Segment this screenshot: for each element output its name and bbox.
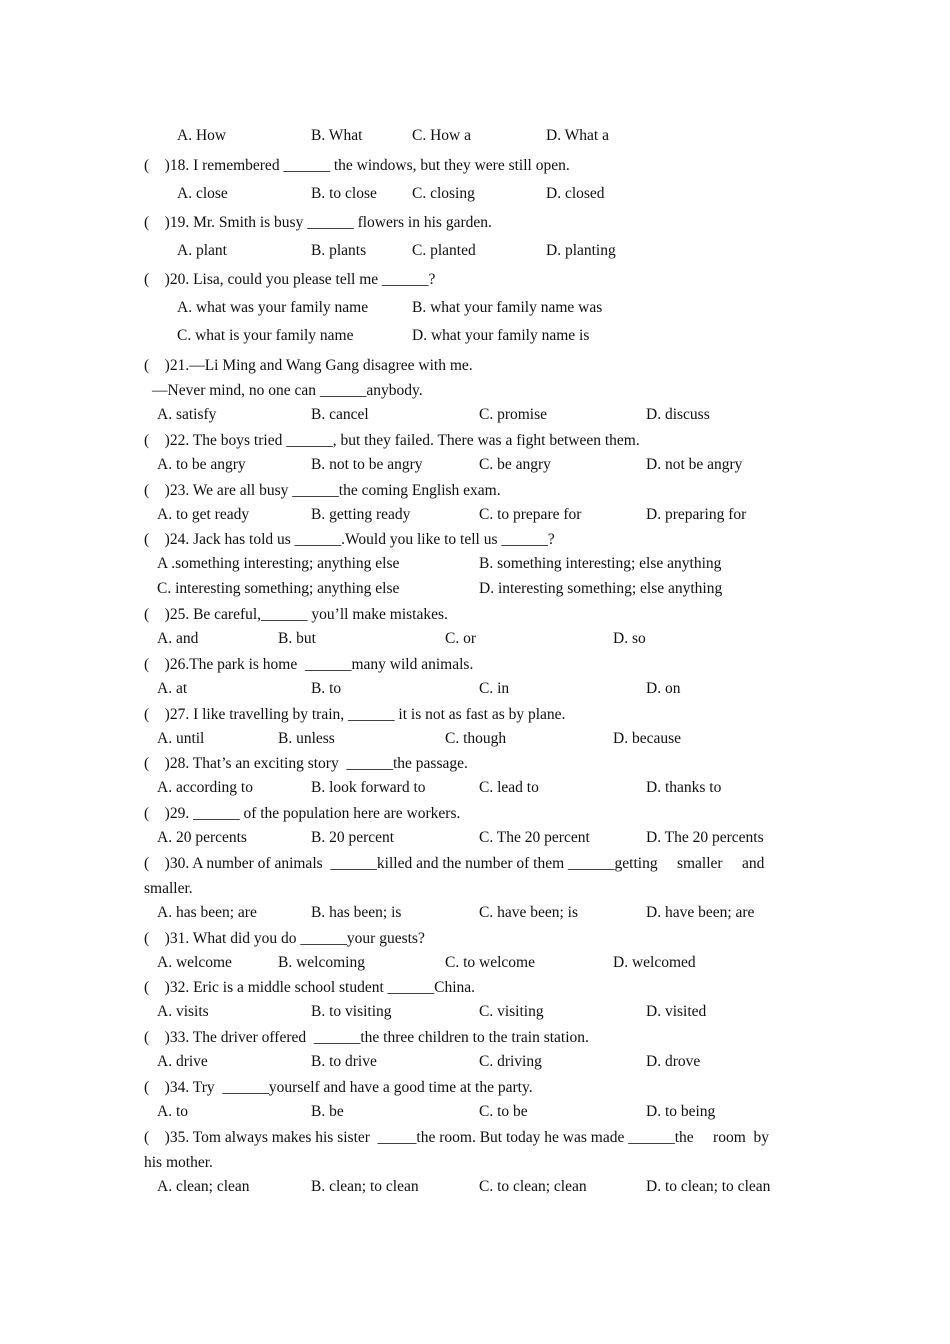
q28-option-a: A. according to xyxy=(157,779,253,796)
q27-option-d: D. because xyxy=(613,730,681,747)
q31-option-c: C. to welcome xyxy=(445,954,535,971)
q26-option-a: A. at xyxy=(157,680,188,697)
q26-option-c: C. in xyxy=(479,680,510,697)
q29-option-c: C. The 20 percent xyxy=(479,829,590,846)
q23-option-c: C. to prepare for xyxy=(479,506,582,523)
q19-option-a: A. plant xyxy=(177,242,227,259)
q30-stem-cont: smaller. xyxy=(144,880,193,897)
q30-option-c: C. have been; is xyxy=(479,904,579,921)
q26-option-b: B. to xyxy=(311,680,342,697)
q31-option-d: D. welcomed xyxy=(613,954,696,971)
q20-stem: ( )20. Lisa, could you please tell me ______? xyxy=(144,271,436,288)
q35-option-b: B. clean; to clean xyxy=(311,1178,419,1195)
q23-option-a: A. to get ready xyxy=(157,506,250,523)
q22-option-a: A. to be angry xyxy=(157,456,246,473)
q22-option-c: C. be angry xyxy=(479,456,551,473)
q31-option-b: B. welcoming xyxy=(278,954,365,971)
q17-option-a: A. How xyxy=(177,127,227,144)
q25-option-c: C. or xyxy=(445,630,476,647)
q27-option-c: C. though xyxy=(445,730,507,747)
q20-option-a: A. what was your family name xyxy=(177,299,369,316)
q28-option-d: D. thanks to xyxy=(646,779,722,796)
q23-option-b: B. getting ready xyxy=(311,506,411,523)
q24-option-c: C. interesting something; anything else xyxy=(157,580,400,597)
q34-stem: ( )34. Try ______yourself and have a good time at the party. xyxy=(144,1079,533,1096)
q17-option-c: C. How a xyxy=(412,127,471,144)
q27-option-a: A. until xyxy=(157,730,205,747)
q35-option-d: D. to clean; to clean xyxy=(646,1178,771,1195)
q30-option-d: D. have been; are xyxy=(646,904,755,921)
q26-option-d: D. on xyxy=(646,680,681,697)
q33-option-c: C. driving xyxy=(479,1053,542,1070)
q19-option-d: D. planting xyxy=(546,242,616,259)
q25-stem: ( )25. Be careful,______ you’ll make mistakes. xyxy=(144,606,448,623)
q31-option-a: A. welcome xyxy=(157,954,232,971)
q33-stem: ( )33. The driver offered ______the three children to the train station. xyxy=(144,1029,589,1046)
q21-option-d: D. discuss xyxy=(646,406,710,423)
q32-option-a: A. visits xyxy=(157,1003,209,1020)
q18-option-c: C. closing xyxy=(412,185,475,202)
q24-option-d: D. interesting something; else anything xyxy=(479,580,723,597)
q17-option-d: D. What a xyxy=(546,127,609,144)
q21-option-c: C. promise xyxy=(479,406,548,423)
q35-stem: ( )35. Tom always makes his sister _____the room. But today he was made ______the room by xyxy=(144,1129,769,1146)
q33-option-b: B. to drive xyxy=(311,1053,377,1070)
q29-option-b: B. 20 percent xyxy=(311,829,395,846)
q18-option-b: B. to close xyxy=(311,185,377,202)
q34-option-b: B. be xyxy=(311,1103,344,1120)
q32-stem: ( )32. Eric is a middle school student ______China. xyxy=(144,979,476,996)
q21-stem-reply: —Never mind, no one can ______anybody. xyxy=(152,382,423,399)
q30-option-a: A. has been; are xyxy=(157,904,257,921)
q34-option-d: D. to being xyxy=(646,1103,716,1120)
q29-option-d: D. The 20 percents xyxy=(646,829,764,846)
q22-option-d: D. not be angry xyxy=(646,456,743,473)
q27-stem: ( )27. I like travelling by train, ______ it is not as fast as by plane. xyxy=(144,706,566,723)
q24-option-a: A .something interesting; anything else xyxy=(157,555,400,572)
q32-option-d: D. visited xyxy=(646,1003,707,1020)
q19-stem: ( )19. Mr. Smith is busy ______ flowers in his garden. xyxy=(144,214,492,231)
q17-option-b: B. What xyxy=(311,127,363,144)
q35-stem-cont: his mother. xyxy=(144,1154,213,1171)
q21-stem: ( )21.—Li Ming and Wang Gang disagree with me. xyxy=(144,357,473,374)
q20-option-d: D. what your family name is xyxy=(412,327,590,344)
q33-option-a: A. drive xyxy=(157,1053,208,1070)
q21-option-b: B. cancel xyxy=(311,406,369,423)
q18-option-a: A. close xyxy=(177,185,228,202)
q19-option-c: C. planted xyxy=(412,242,476,259)
q31-stem: ( )31. What did you do ______your guests? xyxy=(144,930,425,947)
q18-stem: ( )18. I remembered ______ the windows, but they were still open. xyxy=(144,157,570,174)
q18-option-d: D. closed xyxy=(546,185,605,202)
q34-option-c: C. to be xyxy=(479,1103,528,1120)
q19-option-b: B. plants xyxy=(311,242,367,259)
q24-option-b: B. something interesting; else anything xyxy=(479,555,722,572)
q20-option-c: C. what is your family name xyxy=(177,327,354,344)
q26-stem: ( )26.The park is home ______many wild animals. xyxy=(144,656,474,673)
q28-option-b: B. look forward to xyxy=(311,779,426,796)
q24-stem: ( )24. Jack has told us ______.Would you like to tell us ______? xyxy=(144,531,555,548)
q34-option-a: A. to xyxy=(157,1103,188,1120)
q25-option-b: B. but xyxy=(278,630,316,647)
q27-option-b: B. unless xyxy=(278,730,335,747)
q28-stem: ( )28. That’s an exciting story ______the passage. xyxy=(144,755,468,772)
q25-option-d: D. so xyxy=(613,630,646,647)
q22-option-b: B. not to be angry xyxy=(311,456,423,473)
q32-option-c: C. visiting xyxy=(479,1003,544,1020)
q23-stem: ( )23. We are all busy ______the coming English exam. xyxy=(144,482,501,499)
q29-option-a: A. 20 percents xyxy=(157,829,247,846)
q25-option-a: A. and xyxy=(157,630,199,647)
q30-stem: ( )30. A number of animals ______killed and the number of them ______getting smaller and xyxy=(144,855,765,872)
q30-option-b: B. has been; is xyxy=(311,904,402,921)
q35-option-a: A. clean; clean xyxy=(157,1178,250,1195)
q35-option-c: C. to clean; clean xyxy=(479,1178,587,1195)
q23-option-d: D. preparing for xyxy=(646,506,747,523)
q20-option-b: B. what your family name was xyxy=(412,299,603,316)
q33-option-d: D. drove xyxy=(646,1053,701,1070)
q32-option-b: B. to visiting xyxy=(311,1003,392,1020)
q21-option-a: A. satisfy xyxy=(157,406,217,423)
q28-option-c: C. lead to xyxy=(479,779,539,796)
q22-stem: ( )22. The boys tried ______, but they failed. There was a fight between them. xyxy=(144,432,640,449)
q29-stem: ( )29. ______ of the population here are workers. xyxy=(144,805,461,822)
